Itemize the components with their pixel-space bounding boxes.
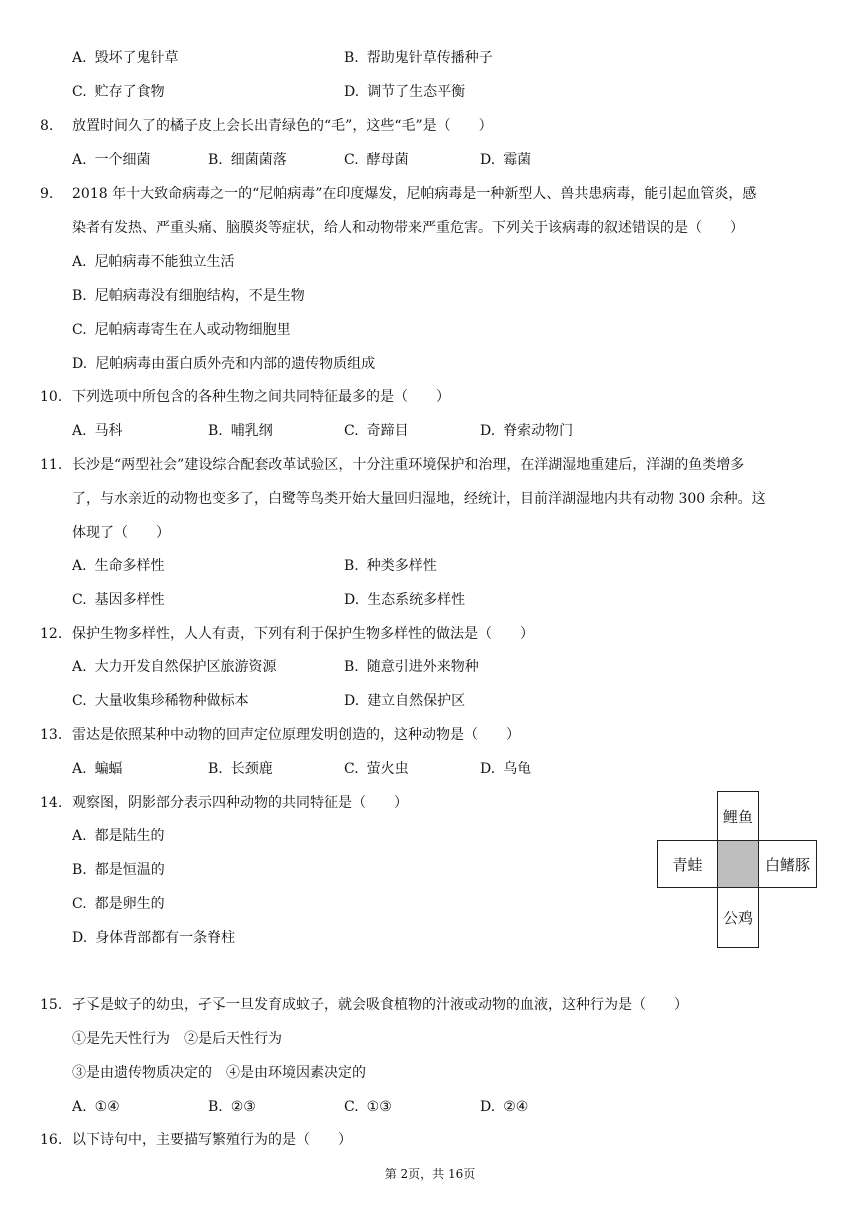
q14-number: 14. (40, 795, 63, 811)
q7-option-c: C. 贮存了食物 (72, 84, 165, 100)
q7-option-a: A. 毁坏了鬼针草 (72, 50, 179, 66)
q11-option-c: C. 基因多样性 (72, 592, 165, 608)
q12-option-c: C. 大量收集珍稀物种做标本 (72, 693, 249, 709)
q9-number: 9. (40, 186, 54, 202)
q14-option-c: C. 都是卵生的 (72, 896, 165, 912)
q13-number: 13. (40, 727, 63, 743)
q10-stem: 下列选项中所包含的各种生物之间共同特征最多的是（ ） (72, 389, 450, 405)
q14-option-a: A. 都是陆生的 (72, 828, 165, 844)
q8-number: 8. (40, 118, 54, 134)
q12-option-d: D. 建立自然保护区 (344, 693, 466, 709)
figure-cell-top: 鲤鱼 (717, 791, 759, 841)
q12-option-b: B. 随意引进外来物种 (344, 659, 479, 675)
q14-option-d: D. 身体背部都有一条脊柱 (72, 930, 236, 946)
q11-option-b: B. 种类多样性 (344, 558, 437, 574)
q15-statement-2: ③是由遗传物质决定的 ④是由环境因素决定的 (72, 1065, 366, 1081)
q16-number: 16. (40, 1132, 63, 1148)
q9-option-a: A. 尼帕病毒不能独立生活 (72, 254, 235, 270)
q10-number: 10. (40, 389, 63, 405)
q13-option-a: A. 蝙蝠 (72, 761, 123, 777)
figure-cell-left: 青蛙 (657, 840, 718, 888)
q8-option-a: A. 一个细菌 (72, 152, 151, 168)
q13-option-d: D. 乌龟 (480, 761, 532, 777)
q11-number: 11. (40, 457, 63, 473)
q15-stem: 孑孓是蚊子的幼虫，孑孓一旦发育成蚊子，就会吸食植物的汁液或动物的血液，这种行为是（ ） (72, 997, 688, 1013)
q15-option-d: D. ②④ (480, 1099, 529, 1115)
figure-cell-right: 白鳍豚 (758, 840, 817, 888)
q15-option-c: C. ①③ (344, 1099, 392, 1115)
q15-number: 15. (40, 997, 63, 1013)
q12-stem: 保护生物多样性，人人有责，下列有利于保护生物多样性的做法是（ ） (72, 626, 534, 642)
q13-option-c: C. 萤火虫 (344, 761, 409, 777)
q11-stem-line1: 长沙是“两型社会”建设综合配套改革试验区，十分注重环境保护和治理，在洋湖湿地重建后，洋湖的鱼类增多 (72, 457, 745, 473)
q11-stem-line3: 体现了（ ） (72, 525, 170, 541)
q9-option-d: D. 尼帕病毒由蛋白质外壳和内部的遗传物质组成 (72, 356, 376, 372)
page-footer: 第 2页，共 16页 (384, 1167, 476, 1181)
q10-option-b: B. 哺乳纲 (208, 423, 273, 439)
q9-option-b: B. 尼帕病毒没有细胞结构，不是生物 (72, 288, 305, 304)
q10-option-d: D. 脊索动物门 (480, 423, 574, 439)
q15-statement-1: ①是先天性行为 ②是后天性行为 (72, 1031, 282, 1047)
q13-option-b: B. 长颈鹿 (208, 761, 273, 777)
q12-number: 12. (40, 626, 63, 642)
q14-stem: 观察图，阴影部分表示四种动物的共同特征是（ ） (72, 795, 408, 811)
q8-option-b: B. 细菌菌落 (208, 152, 287, 168)
q8-option-c: C. 酵母菌 (344, 152, 409, 168)
q15-option-a: A. ①④ (72, 1099, 120, 1115)
q9-option-c: C. 尼帕病毒寄生在人或动物细胞里 (72, 322, 291, 338)
figure-cell-bottom: 公鸡 (717, 887, 759, 948)
q11-option-d: D. 生态系统多样性 (344, 592, 466, 608)
figure-cell-shaded (717, 840, 759, 888)
q9-stem-line2: 染者有发热、严重头痛、脑膜炎等症状，给人和动物带来严重危害。下列关于该病毒的叙述错误的是（ ） (72, 220, 744, 236)
q9-stem-line1: 2018 年十大致命病毒之一的“尼帕病毒”在印度爆发，尼帕病毒是一种新型人、兽共患病毒，能引起血管炎，感 (72, 186, 757, 202)
q15-option-b: B. ②③ (208, 1099, 256, 1115)
q11-option-a: A. 生命多样性 (72, 558, 165, 574)
q11-stem-line2: 了，与水亲近的动物也变多了，白鹭等鸟类开始大量回归湿地，经统计，目前洋湖湿地内共有动物 300 余种。这 (72, 491, 766, 507)
q10-option-a: A. 马科 (72, 423, 123, 439)
q13-stem: 雷达是依照某种中动物的回声定位原理发明创造的，这种动物是（ ） (72, 727, 520, 743)
q12-option-a: A. 大力开发自然保护区旅游资源 (72, 659, 277, 675)
q7-option-b: B. 帮助鬼针草传播种子 (344, 50, 493, 66)
q16-stem: 以下诗句中，主要描写繁殖行为的是（ ） (72, 1132, 352, 1148)
q8-stem: 放置时间久了的橘子皮上会长出青绿色的“毛”，这些“毛”是（ ） (72, 118, 493, 134)
q7-option-d: D. 调节了生态平衡 (344, 84, 466, 100)
q10-option-c: C. 奇蹄目 (344, 423, 409, 439)
q14-option-b: B. 都是恒温的 (72, 862, 165, 878)
q8-option-d: D. 霉菌 (480, 152, 532, 168)
